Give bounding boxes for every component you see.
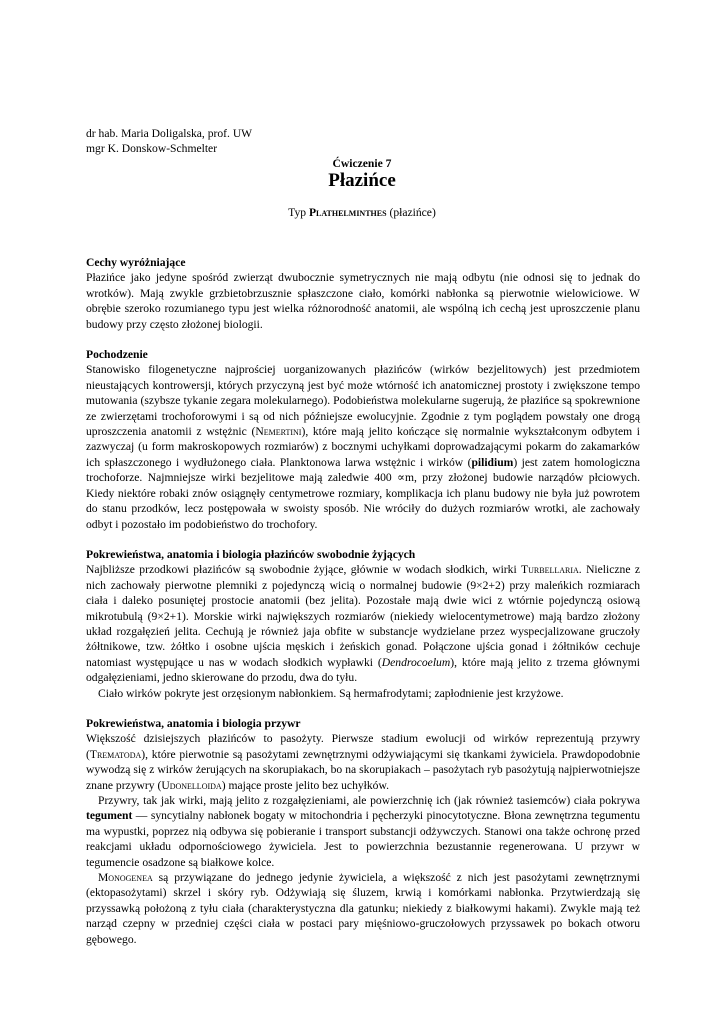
- section-pochodzenie: [86, 347, 640, 532]
- author-2: mgr K. Donskow-Schmelter: [86, 142, 218, 156]
- authors-block: [86, 126, 386, 157]
- paragraph: Płazińce jako jedyne spośród zwierząt dwubocznie symetrycznych nie mają odbytu (nie odnosi się to jednak do wrotków). Mają zwykle grzbietobrzusznie spłaszczone ciało, komórki nabłonka są pierwotnie wielowiciowe. W obrębie szeroko rozumianego typu jest wielka różnorodność anatomii, ale wspólną ich cechą jest uproszczenie planu budowy przy często złożonej biologii.: [86, 271, 640, 331]
- text-run: są przywiązane do jednego jedynie żywiciela, a większość z nich jest pasożytami zewnętrznymi (ektopasożytami) skrzel i skóry ryb. Odżywiają się śluzem, krwią i komórkami nabłonka. Przytwierdzają się przyssawką położoną z tyłu ciała (charakterystyczna dla gatunku; niekiedy z białkowymi hakami). Zwykle mają też narząd czepny w przedniej części ciała w postaci pary mięśniowo-gruczołowych przyssawek po bokach otworu gębowego.: [86, 871, 640, 946]
- section-heading: Pochodzenie: [86, 348, 148, 362]
- text-run: . Nieliczne z nich zachowały pierwotne plemniki z pojedynczą wicią o normalnej budowie (9×2+2) przy maleńkich rozmiarach ciała i daleko posuniętej prostocie anatomii (bez jelita). Pozostałe mają dwie wici z wtórnie pojedynczą osiową mikrotubulą (9×2+1). Morskie wirki największych rozmiarów (niekiedy wielocentymetrowe) mają bardzo złożony układ rozgałęzień jelita. Cechują je również jaja obfite w substancje wydzielane przez wyspecjalizowane gruczoły żółtnikowe, tzw. żółtko i osobne ujścia męskich i żeńskich gonad. Połączone ujścia gonad i żółtników cechuje natomiast występujące u nas w wodach słodkich wypławki (: [86, 563, 640, 669]
- section-cechy: [86, 255, 640, 332]
- author-1: dr hab. Maria Doligalska, prof. UW: [86, 127, 253, 140]
- paragraph: [86, 362, 640, 531]
- term-tegument: tegument: [86, 809, 133, 823]
- term-pilidium: pilidium: [471, 455, 514, 469]
- section-przywry: [86, 716, 640, 947]
- text-run: ) mające proste jelito bez uchyłków.: [221, 778, 389, 792]
- type-suffix: (płazińce): [386, 206, 436, 219]
- page-title: Płazińce: [328, 170, 396, 191]
- text-run: ), które mają jelito z trzema głównymi odgałęzieniami, jedno skierowane do przodu, dwa do tyłu.: [86, 655, 640, 685]
- text-run: Większość dzisiejszych płazińców to pasożyty. Pierwsze stadium ewolucji od wirków reprezentują przywry (: [86, 732, 640, 761]
- type-name: Plathelminthes: [308, 206, 387, 219]
- document-body: [86, 255, 640, 947]
- section-wolne: [86, 547, 640, 701]
- section-heading: Cechy wyróżniające: [86, 256, 186, 269]
- genus-name: Dendrocoelum: [381, 655, 451, 669]
- exercise-number: Ćwiczenie 7: [332, 157, 392, 170]
- type-prefix: Typ: [288, 206, 309, 219]
- paragraph: [86, 793, 640, 870]
- text-run: — syncytialny nabłonek bogaty w mitochondria i pęcherzyki pinocytotyczne. Błona zewnętrzna tegumentu ma wypustki, poprzez nią odbywa się pobieranie i transport substancji odżywczych. Stanowi ona także ochronę przed reakcjami układu odpornościowego żywiciela. Jest to powierzchnia bezustannie regenerowana. U przywr w tegumencie osadzone są białkowe kolce.: [86, 809, 640, 869]
- taxon-name: Udonelloida: [161, 778, 222, 792]
- text-run: ), które mają jelito kończące się normalnie wykształconym odbytem i zazwyczaj (u form makroskopowych rozmiarów) z bocznymi uchyłkami doprowadzającymi pokarm do zakamarków ich spłaszczonego i wydłużonego ciała. Planktonowa larwa wstężnic i wirków (: [86, 425, 640, 469]
- text-run: Przywry, tak jak wirki, mają jelito z rozgałęzieniami, ale powierzchnię ich (jak również tasiemców) ciała pokrywa: [98, 794, 640, 807]
- text-run: Najbliższe przodkowi płazińców są swobodnie żyjące, głównie w wodach słodkich, wirki: [86, 563, 522, 577]
- taxon-name: Trematoda: [89, 747, 142, 761]
- taxon-name: Nemertini: [255, 425, 302, 439]
- text-run: Stanowisko filogenetyczne najprościej uorganizowanych płazińców (wirków bezjelitowych) jest przedmiotem nieustających kontrowersji, których przyczyną jest być może wtórność ich anatomicznej prostoty i zwiększone tempo mutowania (szybsze tykanie zegara molekularnego). Podobieństwa molekularne sugerują, że płazińce są spokrewnione ze zwierzętami trochoforowymi i są od nich późniejsze ewolucyjnie. Zgodnie z tym poglądem powstały one drogą uproszczenia anatomii z wstężnic (: [86, 363, 640, 439]
- text-run: ) jest zatem homologiczna trochoforze. Najmniejsze wirki bezjelitowe mają zaledwie 400 ∝m, przy złożonej budowie narządów płciowych. Kiedy niektóre robaki znów osiągnęły centymetrowe rozmiary, komplikacja ich planu budowy nie była już powrotem do stanu przodków, lecz postępowała w swoisty sposób. Nie wróciły do dużych rozmiarów wrotki, ale zachowały odbyt i pozostało im podobieństwo do trochofory.: [86, 455, 640, 531]
- section-heading: Pokrewieństwa, anatomia i biologia płazińców swobodnie żyjących: [86, 547, 416, 561]
- taxon-name: Turbellaria: [521, 563, 579, 577]
- paragraph: [86, 562, 640, 685]
- section-heading: Pokrewieństwa, anatomia i biologia przywr: [86, 716, 301, 730]
- type-line: [0, 205, 724, 220]
- paragraph: [86, 870, 640, 947]
- taxon-name: Monogenea: [98, 871, 153, 885]
- paragraph: Ciało wirków pokryte jest orzęsionym nabłonkiem. Są hermafrodytami; zapłodnienie jest krzyżowe.: [98, 686, 564, 700]
- text-run: ), które pierwotnie są pasożytami zewnętrznymi odżywiającymi się tkankami żywiciela. Prawdopodobnie wywodzą się z wirków żerujących na skorupiakach, bo na skorupiakach – pasożytach ryb pasożytują najpierwotniejsze znane przywry (: [86, 747, 640, 792]
- paragraph: [86, 731, 640, 793]
